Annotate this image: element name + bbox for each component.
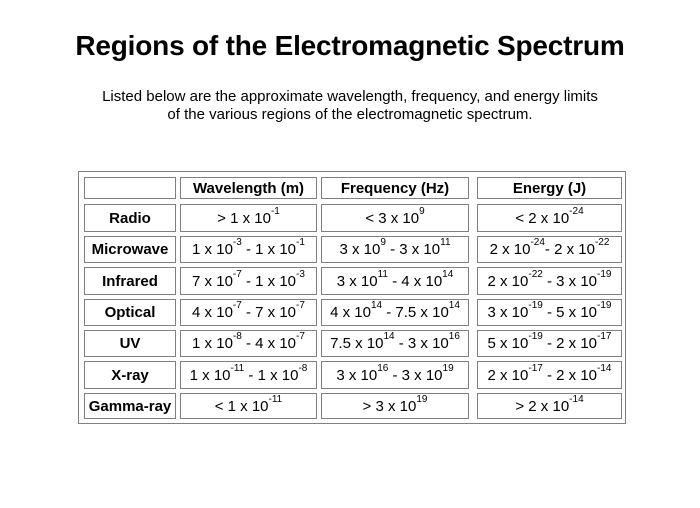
exponent: -8	[232, 331, 242, 342]
header-label: Wavelength (m)	[192, 179, 305, 197]
exponent: -3	[296, 268, 305, 280]
wavelength-value	[192, 300, 305, 321]
header-cell-frequency	[321, 177, 469, 199]
region-label-cell	[84, 361, 176, 389]
exponent: -11	[230, 362, 245, 374]
frequency-value	[336, 268, 454, 290]
frequency-value	[330, 300, 460, 321]
value-text: - 7 x 10	[241, 304, 297, 321]
value-text: - 5 x 10	[542, 304, 598, 321]
value-text: - 4 x 10	[241, 335, 297, 352]
region-label-cell	[84, 393, 176, 419]
wavelength-value	[192, 237, 305, 258]
page-title: Regions of the Electromagnetic Spectrum	[75, 30, 625, 61]
exponent: -1	[270, 205, 280, 217]
region-label-cell	[84, 330, 176, 357]
region-label: Gamma-ray	[88, 397, 172, 415]
exponent: 11	[377, 268, 388, 280]
value-text: - 2 x 10	[544, 241, 595, 258]
energy-value	[487, 300, 612, 321]
value-text: 3 x 10	[487, 304, 529, 321]
value-text: 2 x 10	[487, 272, 529, 290]
frequency-value	[365, 205, 425, 227]
frequency-cell	[321, 393, 469, 419]
value-text: - 3 x 10	[542, 272, 598, 290]
region-label: UV	[119, 335, 141, 352]
value-text: 3 x 10	[339, 241, 381, 258]
exponent: -3	[232, 237, 242, 248]
exponent: 14	[448, 300, 460, 311]
exponent: -7	[232, 300, 242, 311]
exponent: 14	[442, 268, 454, 280]
exponent: -8	[298, 362, 308, 374]
value-text: - 2 x 10	[542, 335, 598, 352]
exponent: -19	[528, 331, 543, 342]
frequency-cell	[321, 267, 469, 295]
exponent: -14	[597, 362, 612, 374]
frequency-cell	[321, 236, 469, 263]
exponent: 11	[440, 237, 451, 248]
value-text: > 1 x 10	[217, 209, 271, 227]
value-text: < 3 x 10	[365, 209, 420, 227]
energy-cell	[477, 361, 622, 389]
wavelength-cell	[180, 267, 317, 295]
wavelength-cell	[180, 299, 317, 326]
value-text: < 1 x 10	[214, 397, 269, 415]
region-label: X-ray	[111, 366, 149, 384]
frequency-value	[336, 362, 454, 384]
energy-cell	[477, 330, 622, 357]
exponent: -22	[594, 237, 610, 248]
exponent: 9	[419, 205, 425, 217]
energy-value	[487, 331, 612, 352]
value-text: - 3 x 10	[385, 241, 441, 258]
wavelength-value	[217, 205, 280, 227]
wavelength-cell	[180, 204, 317, 232]
exponent: 16	[377, 362, 389, 374]
energy-cell	[477, 236, 622, 263]
exponent: 16	[448, 331, 460, 342]
energy-value	[515, 205, 584, 227]
region-label: Microwave	[91, 241, 169, 258]
value-text: - 2 x 10	[542, 366, 598, 384]
energy-cell	[477, 299, 622, 326]
value-text: 1 x 10	[192, 241, 233, 258]
region-label-cell	[84, 299, 176, 326]
frequency-cell	[321, 204, 469, 232]
wavelength-value	[189, 362, 308, 384]
exponent: -22	[528, 268, 543, 280]
exponent: 9	[380, 237, 386, 248]
value-text: > 3 x 10	[362, 397, 417, 415]
energy-value	[489, 237, 610, 258]
value-text: 4 x 10	[330, 304, 371, 321]
frequency-value	[362, 393, 428, 415]
value-text: 2 x 10	[487, 366, 529, 384]
value-text: 5 x 10	[487, 335, 529, 352]
exponent: -7	[296, 300, 305, 311]
value-text: - 1 x 10	[241, 272, 297, 290]
value-text: 3 x 10	[336, 272, 378, 290]
exponent: -7	[296, 331, 305, 342]
page-subtitle	[0, 88, 700, 124]
value-text: - 1 x 10	[241, 241, 297, 258]
value-text: 1 x 10	[189, 366, 231, 384]
value-text: - 3 x 10	[388, 366, 443, 384]
exponent: -19	[528, 300, 543, 311]
energy-cell	[477, 393, 622, 419]
region-label: Radio	[109, 209, 151, 227]
exponent: -7	[232, 268, 242, 280]
value-text: 4 x 10	[192, 304, 233, 321]
header-cell-wavelength	[180, 177, 317, 199]
value-text: 7.5 x 10	[330, 335, 384, 352]
value-text: < 2 x 10	[515, 209, 570, 227]
frequency-cell	[321, 299, 469, 326]
exponent: 19	[442, 362, 454, 374]
value-text: - 3 x 10	[394, 335, 449, 352]
energy-cell	[477, 204, 622, 232]
value-text: - 4 x 10	[387, 272, 443, 290]
wavelength-value	[192, 268, 305, 290]
header-cell-energy	[477, 177, 622, 199]
energy-value	[487, 362, 612, 384]
subtitle-line-2: of the various regions of the electromagnetic spectrum.	[167, 106, 533, 123]
wavelength-value	[192, 331, 305, 352]
exponent: -19	[597, 300, 612, 311]
frequency-value	[330, 331, 460, 352]
region-label: Infrared	[102, 272, 158, 290]
value-text: 7 x 10	[192, 272, 233, 290]
exponent: -17	[528, 362, 543, 374]
exponent: 14	[383, 331, 395, 342]
wavelength-cell	[180, 236, 317, 263]
wavelength-cell	[180, 330, 317, 357]
wavelength-cell	[180, 361, 317, 389]
exponent: 19	[416, 393, 428, 405]
exponent: -24	[569, 205, 584, 217]
value-text: 2 x 10	[489, 241, 531, 258]
energy-value	[515, 393, 584, 415]
exponent: -14	[569, 393, 584, 405]
header-label: Frequency (Hz)	[340, 179, 450, 197]
exponent: -24	[530, 237, 545, 248]
spectrum-table	[78, 171, 626, 424]
header-cell-region	[84, 177, 176, 199]
value-text: 3 x 10	[336, 366, 378, 384]
header-label: Energy (J)	[512, 179, 587, 197]
exponent: -19	[597, 268, 612, 280]
value-text: - 7.5 x 10	[382, 304, 449, 321]
exponent: -11	[268, 393, 283, 405]
exponent: -17	[597, 331, 612, 342]
exponent: 14	[370, 300, 383, 311]
energy-value	[487, 268, 612, 290]
region-label-cell	[84, 267, 176, 295]
region-label-cell	[84, 236, 176, 263]
exponent: -1	[296, 237, 305, 248]
frequency-cell	[321, 361, 469, 389]
subtitle-line-1: Listed below are the approximate wavelength, frequency, and energy limits	[102, 88, 598, 105]
region-label-cell	[84, 204, 176, 232]
wavelength-cell	[180, 393, 317, 419]
value-text: - 1 x 10	[244, 366, 299, 384]
value-text: > 2 x 10	[515, 397, 570, 415]
region-label: Optical	[104, 304, 156, 321]
value-text: 1 x 10	[192, 335, 233, 352]
wavelength-value	[214, 393, 283, 415]
frequency-value	[339, 237, 451, 258]
frequency-cell	[321, 330, 469, 357]
energy-cell	[477, 267, 622, 295]
